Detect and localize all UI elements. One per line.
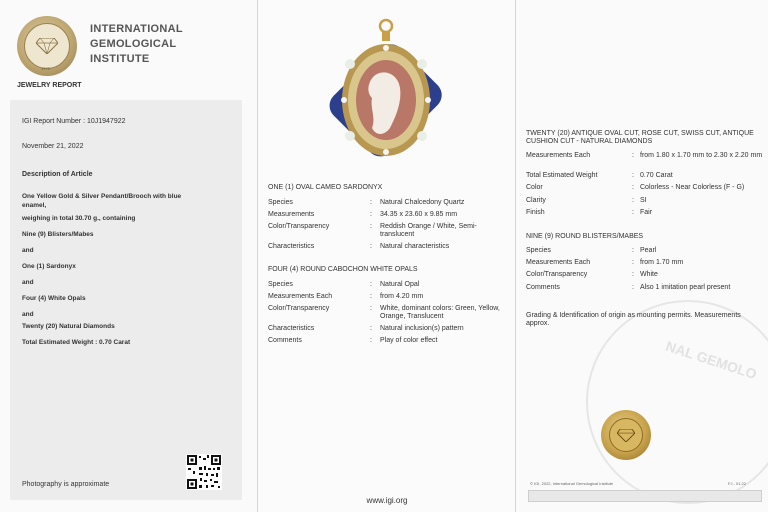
row-label: Color/Transparency: [526, 271, 588, 278]
grading-note: Grading & Identification of origin as mounting permits. Measurements approx.: [526, 312, 741, 327]
row-label: Measurements Each: [526, 152, 591, 159]
qr-code-icon: [186, 454, 222, 490]
row-value: Natural Opal: [380, 281, 420, 288]
seal-year: 1975: [41, 66, 50, 71]
desc-line: Twenty (20) Natural Diamonds: [22, 323, 115, 330]
row-value: Fair: [640, 209, 653, 216]
row-value: from 1.80 x 1.70 mm to 2.30 x 2.20 mm: [640, 152, 763, 159]
website-link[interactable]: www.igi.org: [366, 496, 408, 505]
diamond-icon: [36, 38, 58, 54]
seal-inner: [24, 23, 70, 69]
mabe-title: NINE (9) ROUND BLISTERS/MABES: [526, 233, 644, 240]
org-line-1: INTERNATIONAL: [90, 23, 183, 35]
row-label: Total Estimated Weight: [526, 172, 598, 179]
org-line-2: GEMOLOGICAL: [90, 38, 177, 50]
watermark-text: NAL GEMOLO: [663, 337, 759, 383]
row-label: Characteristics: [268, 325, 315, 332]
row-value: Colorless - Near Colorless (F - G): [640, 184, 745, 191]
row-value: Natural inclusion(s) pattern: [380, 325, 464, 332]
row-value: SI: [640, 197, 647, 204]
row-value: Play of color effect: [380, 337, 438, 344]
row-value: from 1.70 mm: [640, 259, 684, 266]
desc-line: Nine (9) Blisters/Mabes: [22, 231, 94, 238]
desc-line: enamel,: [22, 202, 47, 209]
row-label: Measurements Each: [268, 293, 333, 300]
row-label: Comments: [268, 337, 302, 344]
row-value: White: [640, 271, 658, 278]
org-name: [90, 22, 183, 67]
gold-diamond-icon: [617, 429, 635, 442]
footer-disclaimer-bar: [528, 490, 762, 502]
report-date: November 21, 2022: [22, 143, 84, 150]
row-label: Color/Transparency: [268, 223, 330, 230]
row-label: Clarity: [526, 197, 546, 204]
desc-line: weighing in total 30.70 g., containing: [22, 215, 136, 222]
pendant-photo: [326, 18, 446, 178]
desc-line: Four (4) White Opals: [22, 295, 86, 302]
row-label: Characteristics: [268, 243, 315, 250]
row-label: Color: [526, 184, 543, 191]
row-value: Reddish Orange / White, Semi-translucent: [380, 223, 477, 238]
right-panel: NAL GEMOLO TWENTY (20) ANTIQUE OVAL CUT, ROSE CUT, SWISS CUT, ANTIQUE CUSHION CUT - NATURAL DIAMONDS Measurements Each : from 1.80 x 1.70 mm to 2.30 x 2.20 mm Total Estimated Weight : 0.70 Carat Color : Colorless - Near Colorless (F - G) Clarity : SI Finish : Fair NINE (9) ROUND BLISTERS/MABES Species : Pearl Measurements Each : from 1.70 mm Color/Transparency : White Comments : Also 1 imitation pearl present Grading & Identification of origin as mounting permits. Measurements approx. © IGI, 2022, International Gemological Institute FJ - 01.22: [516, 0, 768, 512]
desc-line: and: [22, 247, 34, 254]
row-value: White, dominant colors: Green, Yellow, Orange, Translucent: [380, 305, 500, 320]
description-title: Description of Article: [22, 171, 93, 178]
row-label: Species: [268, 281, 293, 288]
desc-line: One Yellow Gold & Silver Pendant/Brooch with blue: [22, 193, 182, 200]
desc-line: and: [22, 279, 34, 286]
left-panel: [0, 0, 258, 512]
middle-panel: ONE (1) OVAL CAMEO SARDONYX Species : Natural Chalcedony Quartz Measurements : 34.35 x 23.60 x 9.85 mm Color/Transparency : Reddish Orange / White, Semi-translucent Characteristics : Natural characteristics FOUR (4) ROUND CABOCHON WHITE OPALS Species : Natural Opal Measurements Each : from 4.20 mm Color/Transparency : White, dominant colors: Green, Yellow, Orange, Translucent Characteristics : Natural inclusion(s) pattern Comments : Play of color effect www.igi.org: [258, 0, 516, 512]
row-label: Measurements Each: [526, 259, 591, 266]
row-label: Finish: [526, 209, 545, 216]
total-weight: Total Estimated Weight : 0.70 Carat: [22, 339, 131, 346]
watermark-seal: [586, 300, 768, 504]
form-code: FJ - 01.22: [728, 481, 747, 486]
report-type: JEWELRY REPORT: [17, 82, 82, 89]
row-value: Also 1 imitation pearl present: [640, 284, 731, 291]
copyright: © IGI, 2022, International Gemological Institute: [530, 481, 614, 486]
desc-line: and: [22, 311, 34, 318]
report-number: IGI Report Number : 10J1947922: [22, 118, 126, 125]
desc-line: One (1) Sardonyx: [22, 263, 76, 270]
row-label: Species: [268, 199, 293, 206]
gold-seal-sticker: [601, 410, 651, 460]
row-label: Comments: [526, 284, 560, 291]
row-label: Color/Transparency: [268, 305, 330, 312]
cameo-title: ONE (1) OVAL CAMEO SARDONYX: [268, 184, 383, 191]
row-value: from 4.20 mm: [380, 293, 424, 300]
diamond-title: TWENTY (20) ANTIQUE OVAL CUT, ROSE CUT, SWISS CUT, ANTIQUE CUSHION CUT - NATURAL DIAMONDS: [526, 130, 754, 145]
photo-note: Photography is approximate: [22, 481, 110, 488]
row-value: Natural Chalcedony Quartz: [380, 199, 465, 206]
row-label: Measurements: [268, 211, 315, 218]
opal-title: FOUR (4) ROUND CABOCHON WHITE OPALS: [268, 266, 418, 273]
row-value: Natural characteristics: [380, 243, 450, 250]
row-value: 0.70 Carat: [640, 172, 673, 179]
row-value: Pearl: [640, 247, 657, 254]
row-label: Species: [526, 247, 551, 254]
row-value: 34.35 x 23.60 x 9.85 mm: [380, 211, 458, 218]
org-line-3: INSTITUTE: [90, 53, 150, 65]
gold-seal-inner: [609, 418, 643, 452]
